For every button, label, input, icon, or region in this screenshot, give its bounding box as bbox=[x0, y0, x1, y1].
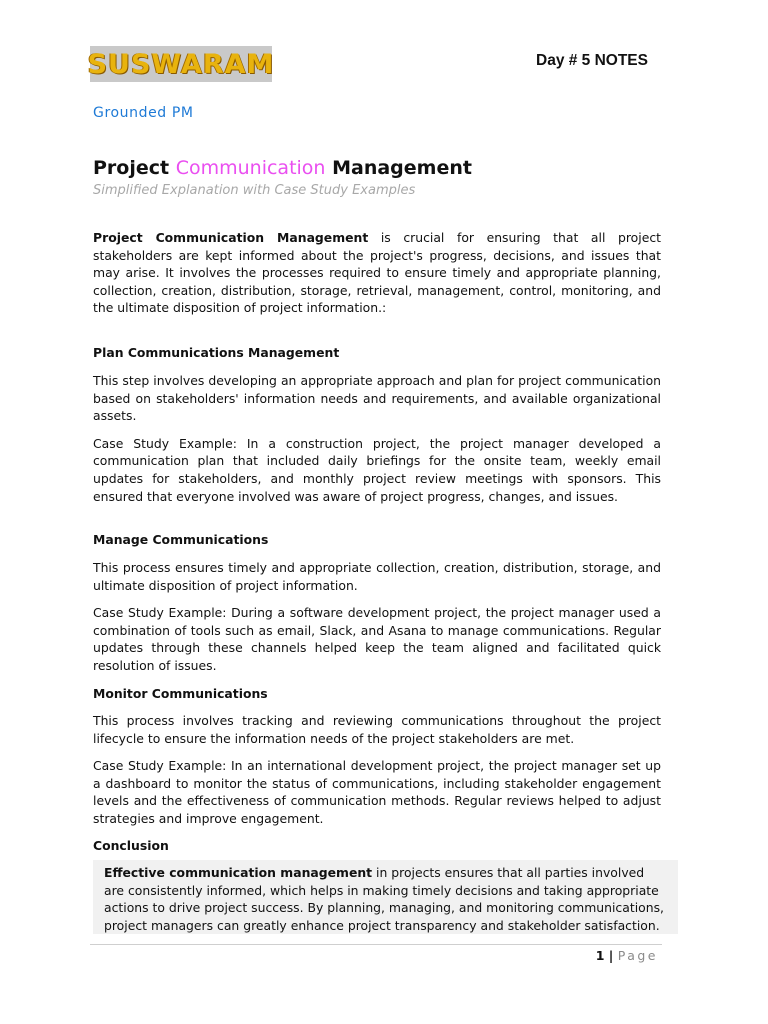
brand-tagline: Grounded PM bbox=[93, 105, 194, 121]
section-heading-monitor: Monitor Communications bbox=[93, 686, 268, 701]
conclusion-box bbox=[93, 860, 678, 934]
conclusion-text: in projects ensures that all parties involved are consistently informed, which helps in making timely decisions and taking appropriate actions to drive project success. By planning, managing, and monitoring communications, project managers can greatly enhance project transparency and stakeholder satisfaction. bbox=[104, 865, 664, 933]
page-title bbox=[93, 157, 472, 179]
suswaram-logo bbox=[87, 46, 275, 82]
conclusion-bold: Effective communication management bbox=[104, 865, 373, 880]
conclusion-heading: Conclusion bbox=[93, 838, 169, 853]
page-number bbox=[596, 948, 658, 963]
intro-block bbox=[93, 229, 661, 317]
section-plan-para2: Case Study Example: In a construction project, the project manager developed a communication plan that included daily briefings for the onsite team, weekly email updates for stakeholders, and monthly project review meetings with sponsors. This ensured that everyone involved was aware of project progress, changes, and issues. bbox=[93, 435, 661, 504]
section-plan-para1: This step involves developing an appropriate approach and plan for project communication based on stakeholders' information needs and requirements, and available organizational assets. bbox=[93, 373, 661, 424]
section-monitor-para2: Case Study Example: In an international development project, the project manager set up a dashboard to monitor the status of communications, including stakeholder engagement levels and the effectiveness of communication methods. Regular reviews helped to adjust strategies and improve engagement. bbox=[93, 758, 661, 826]
logo-text: SUSWARAM bbox=[87, 48, 275, 80]
intro-paragraph bbox=[93, 229, 661, 317]
section-monitor-para1: This process involves tracking and reviewing communications throughout the project lifecycle to ensure the information needs of the project stakeholders are met. bbox=[93, 713, 661, 746]
footer-divider bbox=[90, 944, 662, 945]
page-number-value: 1 bbox=[595, 948, 605, 963]
intro-text: is crucial for ensuring that all project stakeholders are kept informed about the project's progress, decisions, and issues that may arise. It involves the processes required to ensure timely and appropriate planning, collection, creation, distribution, storage, retrieval, management, control, monitoring, and the ultimate disposition of project information.: bbox=[93, 230, 661, 316]
section-monitor-body bbox=[93, 712, 661, 828]
day-notes-label: Day # 5 NOTES bbox=[536, 52, 648, 69]
section-manage-body bbox=[93, 559, 661, 675]
title-highlight: Communication bbox=[175, 157, 326, 179]
page-subtitle: Simplified Explanation with Case Study Examples bbox=[93, 183, 416, 198]
page-number-separator: | bbox=[604, 948, 618, 963]
section-manage-para1: This process ensures timely and appropriate collection, creation, distribution, storage, and ultimate disposition of project information. bbox=[93, 560, 661, 593]
page-label: Page bbox=[617, 948, 658, 963]
section-plan-body bbox=[93, 372, 661, 505]
conclusion-paragraph bbox=[93, 860, 678, 934]
title-part1: Project bbox=[93, 157, 176, 179]
section-manage-para2: Case Study Example: During a software development project, the project manager used a combination of tools such as email, Slack, and Asana to manage communications. Regular updates through these channels helped keep the team aligned and facilitated quick resolution of issues. bbox=[93, 605, 661, 673]
section-heading-manage: Manage Communications bbox=[93, 532, 269, 547]
intro-bold: Project Communication Management bbox=[93, 230, 369, 245]
title-part2: Management bbox=[325, 157, 472, 179]
section-heading-plan: Plan Communications Management bbox=[93, 345, 340, 360]
